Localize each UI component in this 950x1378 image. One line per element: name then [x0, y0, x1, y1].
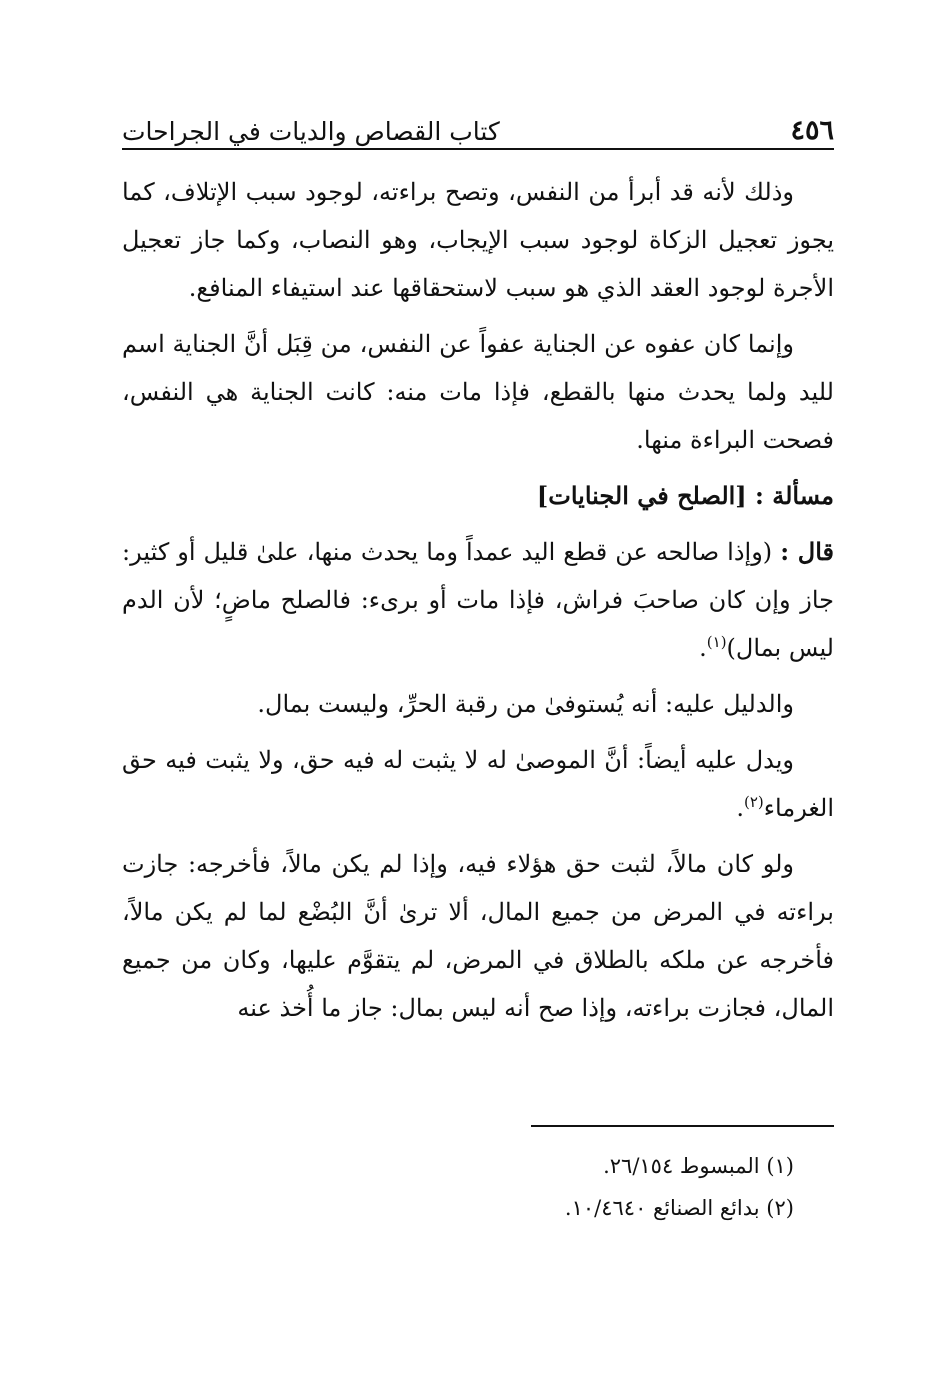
paragraph-5-end: . — [736, 794, 744, 822]
paragraph-5-text: ويدل عليه أيضاً: أنَّ الموصىٰ له لا يثبت له فيه حق، ولا يثبت فيه حق الغرماء — [122, 746, 834, 822]
page-header — [122, 100, 834, 150]
footnote-2: (٢) بدائع الصنائع ١٠/٤٦٤٠. — [564, 1196, 794, 1220]
paragraph-6: ولو كان مالاً، لثبت حق هؤلاء فيه، وإذا لم يكن مالاً، فأخرجه: جازت براءته في المرض من جميع المال، ألا ترىٰ أنَّ البُضْع لما لم يكن مالاً، فأخرجه عن ملكه بالطلاق في المرض، لم يتقوَّم عليها، وكان من جميع المال، فجازت براءته، وإذا صح أنه ليس بمال: جاز ما أُخذ عنه — [122, 850, 834, 1022]
paragraph-2: وإنما كان عفوه عن الجناية عفواً عن النفس، من قِبَل أنَّ الجناية اسم لليد ولما يحدث منها بالقطع، فإذا مات منه: كانت الجناية هي النفس، فصحت البراءة منها. — [122, 330, 834, 454]
footnote-ref-1: (١) — [706, 633, 727, 651]
page-number: ٤٥٦ — [790, 115, 834, 146]
section-heading — [122, 472, 834, 520]
qala-label: قال : — [780, 537, 835, 566]
paragraph-3-text: (وإذا صالحه عن قطع اليد عمداً وما يحدث منها، علىٰ قليل أو كثير: جاز وإن كان صاحبَ فراش، فإذا مات أو برىء: فالصلح ماضٍ؛ لأن الدم ليس بمال) — [122, 538, 834, 662]
heading-label: مسألة : — [755, 481, 834, 510]
running-title: كتاب القصاص والديات في الجراحات — [122, 117, 500, 146]
footnote-ref-2: (٢) — [743, 793, 764, 811]
footnote-1: (١) المبسوط ٢٦/١٥٤. — [603, 1154, 794, 1178]
heading-title: [الصلح في الجنايات] — [536, 481, 747, 510]
paragraph-1: وذلك لأنه قد أبرأ من النفس، وتصح براءته، لوجود سبب الإتلاف، كما يجوز تعجيل الزكاة لوجود سبب الإيجاب، وهو النصاب، وكما جاز تعجيل الأجرة لوجود العقد الذي هو سبب لاستحقاقها عند استيفاء المنافع. — [122, 178, 834, 302]
paragraph-4: والدليل عليه: أنه يُستوفىٰ من رقبة الحرِّ، وليست بمال. — [257, 690, 794, 718]
body-text — [122, 168, 834, 1032]
footnotes — [122, 1145, 794, 1229]
paragraph-5 — [122, 736, 834, 832]
paragraph-3-end: . — [699, 634, 707, 662]
footnote-divider — [531, 1125, 834, 1127]
paragraph-3 — [122, 528, 834, 672]
